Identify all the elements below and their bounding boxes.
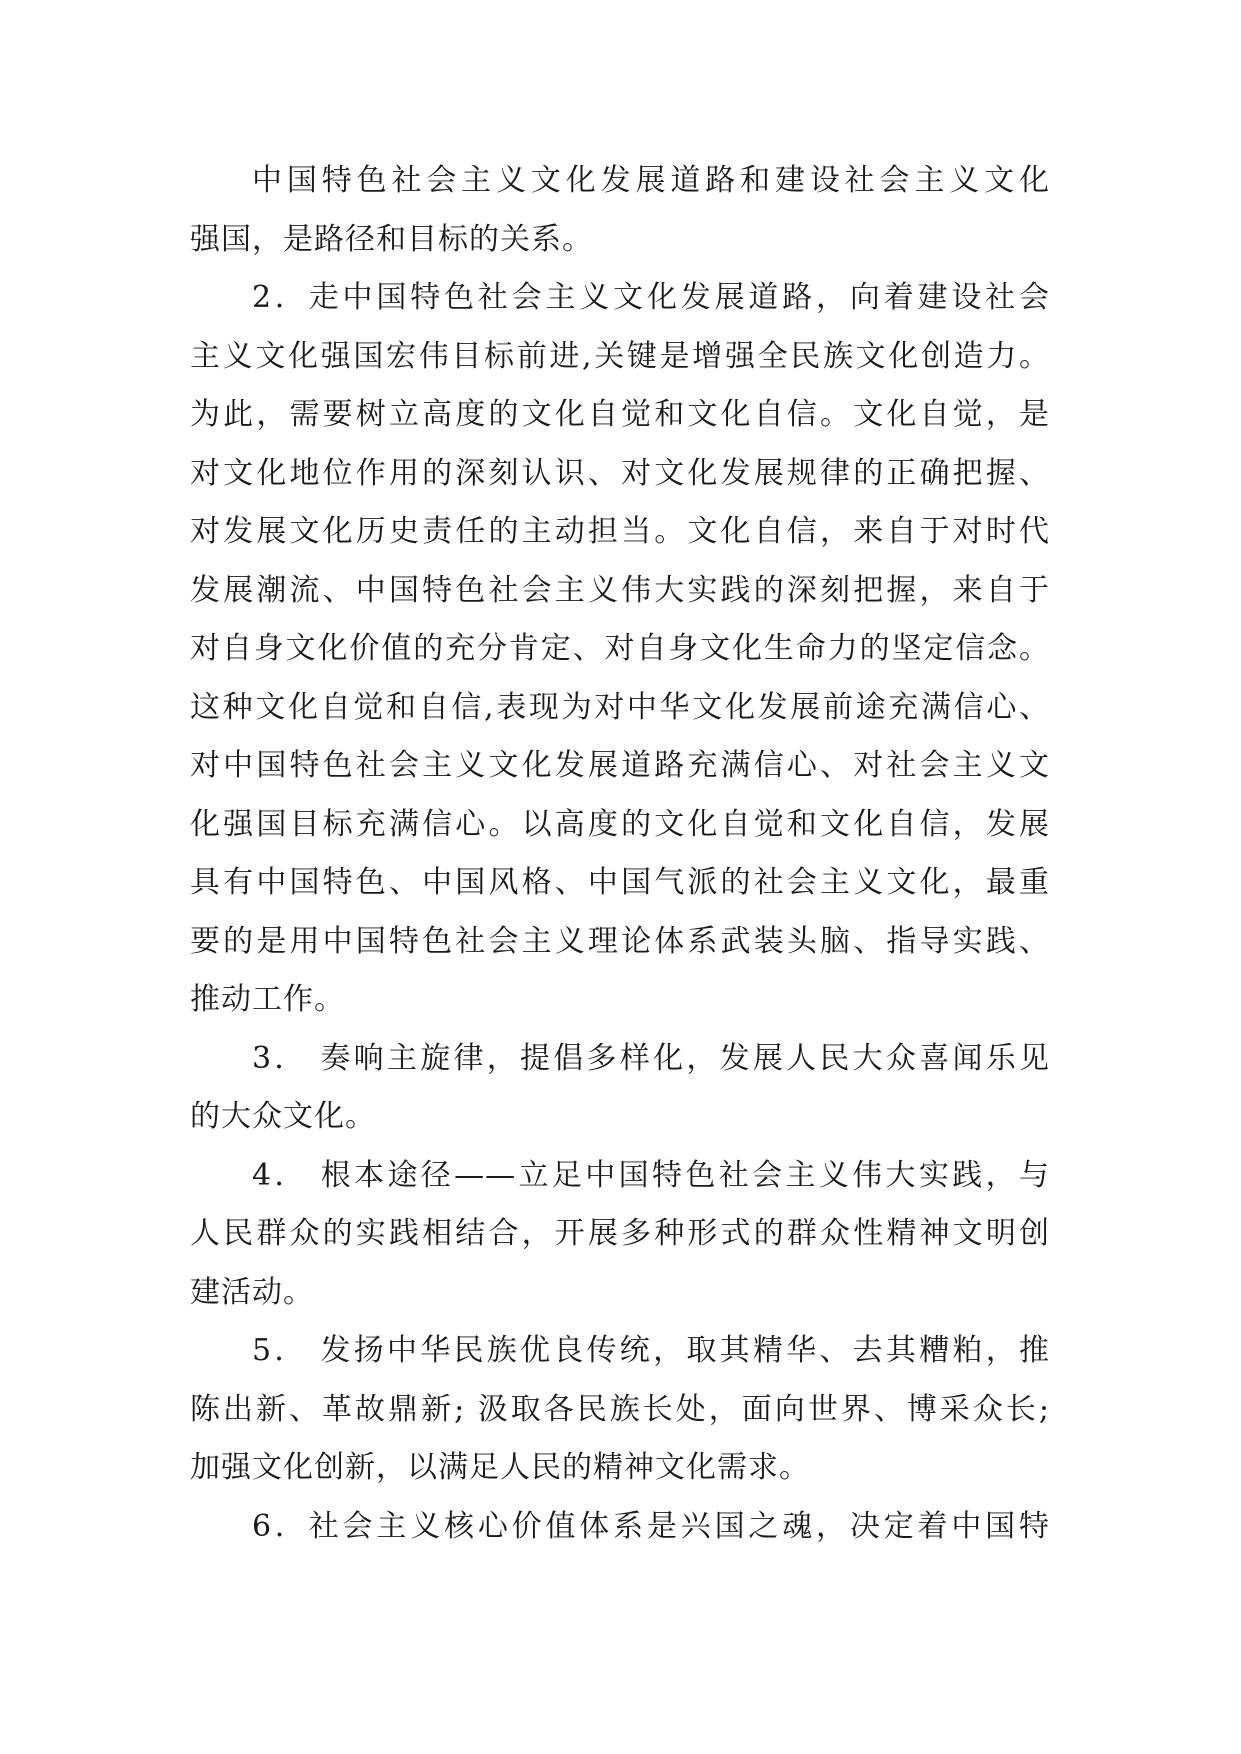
text-line: 4． 根本途径——立足中国特色社会主义伟大实践，与: [252, 1157, 1050, 1193]
text-line: 对中国特色社会主义文化发展道路充满信心、对社会主义文: [190, 748, 1050, 783]
text-line: 对发展文化历史责任的主动担当。文化自信，来自于对时代: [190, 514, 1050, 549]
text-line: 推动工作。: [190, 982, 345, 1017]
text-line: 中国特色社会主义文化发展道路和建设社会主义文化: [252, 163, 1050, 198]
text-line: 对文化地位作用的深刻认识、对文化发展规律的正确把握、: [190, 455, 1050, 491]
body-text: [190, 152, 1050, 1556]
text-line: 加强文化创新，以满足人民的精神文化需求。: [190, 1450, 810, 1485]
text-line: 陈出新、革故鼎新; 汲取各民族长处，面向世界、博采众长;: [190, 1391, 1050, 1427]
text-line: 2．走中国特色社会主义文化发展道路，向着建设社会: [252, 280, 1050, 315]
text-line: 对自身文化价值的充分肯定、对自身文化生命力的坚定信念。: [190, 631, 1050, 666]
text-line: 主义文化强国宏伟目标前进,关键是增强全民族文化创造力。: [190, 338, 1050, 374]
text-line: 具有中国特色、中国风格、中国气派的社会主义文化，最重: [190, 865, 1050, 900]
text-line: 发展潮流、中国特色社会主义伟大实践的深刻把握，来自于: [190, 572, 1050, 608]
text-line: 3． 奏响主旋律，提倡多样化，发展人民大众喜闻乐见: [252, 1040, 1050, 1076]
text-line: 强国，是路径和目标的关系。: [190, 221, 593, 257]
text-line: 要的是用中国特色社会主义理论体系武装头脑、指导实践、: [190, 923, 1050, 959]
text-line: 人民群众的实践相结合，开展多种形式的群众性精神文明创: [190, 1216, 1050, 1251]
text-line: 6．社会主义核心价值体系是兴国之魂，决定着中国特: [252, 1508, 1050, 1544]
text-line: 为此，需要树立高度的文化自觉和文化自信。文化自觉，是: [190, 397, 1050, 432]
text-line: 的大众文化。: [190, 1099, 376, 1134]
text-line: 5． 发扬中华民族优良传统，取其精华、去其糟粕，推: [252, 1333, 1050, 1368]
text-line: 这种文化自觉和自信,表现为对中华文化发展前途充满信心、: [190, 689, 1050, 725]
text-line: 建活动。: [190, 1274, 314, 1310]
text-line: 化强国目标充满信心。以高度的文化自觉和文化自信，发展: [190, 806, 1050, 842]
